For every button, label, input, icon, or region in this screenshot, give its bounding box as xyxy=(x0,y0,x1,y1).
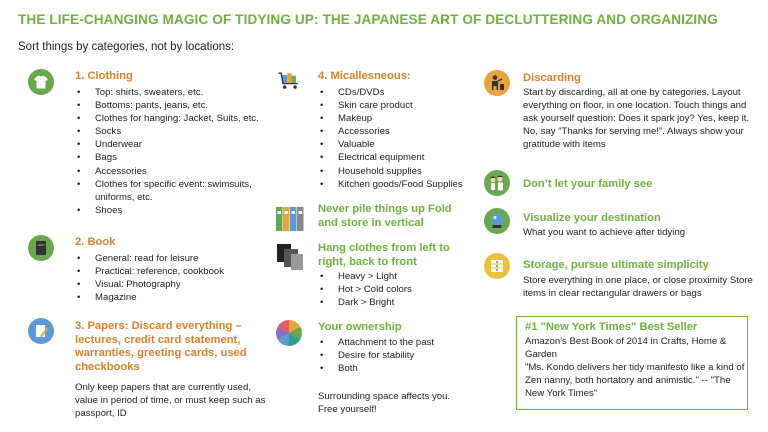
list-item: • Kitchen goods/Food Supplies xyxy=(318,178,518,191)
list-item: • Visual: Photography xyxy=(75,278,275,291)
list-item: • Socks xyxy=(75,125,275,138)
list-item: • Dark > Bright xyxy=(318,296,468,309)
tshirt-icon xyxy=(28,69,54,95)
page-subtitle: Sort things by categories, not by locations: xyxy=(18,41,235,53)
bestseller-quote: "Ms. Kondo delivers her tidy manifesto like a kind of Zen nanny, both hortatory and animistic." -- "The New York Times" xyxy=(525,362,745,400)
visualize-body: What you want to achieve after tidying xyxy=(523,227,686,238)
list-item: • Desire for stability xyxy=(318,349,468,362)
discarding-body: Start by discarding, all at one by categories. Layout everything on floor, in one location. Touch things and ask yourself question: Does it spark joy? Yes, keep it. No, say “Thanks for serving me!”. Always show your gratitude with items xyxy=(523,87,750,151)
ownership-heading: Your ownership xyxy=(318,321,402,333)
ownership-list xyxy=(318,336,468,375)
list-item: • Both xyxy=(318,362,468,375)
color-wheel-icon xyxy=(276,320,302,346)
storage-heading: Storage, pursue ultimate simplicity xyxy=(523,259,709,271)
list-item: • Household supplies xyxy=(318,165,518,178)
bestseller-line: Amazon's Best Book of 2014 in Crafts, Home & Garden xyxy=(525,336,727,361)
list-item: • Magazine xyxy=(75,291,275,304)
list-item: • Skin care product xyxy=(318,99,518,112)
bestseller-heading: #1 "New York Times" Best Seller xyxy=(525,321,698,333)
folders-icon xyxy=(275,203,305,233)
list-item: • Practical: reference, cookbook xyxy=(75,265,275,278)
list-item: • Accessories xyxy=(75,165,275,178)
list-item: • Top: shirts, sweaters, etc. xyxy=(75,86,275,99)
list-item: • Clothes for hanging: Jacket, Suits, etc. xyxy=(75,112,275,125)
discarding-heading: Discarding xyxy=(523,72,581,84)
list-item: • Bottoms: pants, jeans, etc. xyxy=(75,99,275,112)
storage-body: Store everything in one place, or close proximity Store items in clear rectangular drawers or bags xyxy=(523,275,753,300)
list-item: • Hot > Cold colors xyxy=(318,283,468,296)
page-title: THE LIFE-CHANGING MAGIC OF TIDYING UP: THE JAPANESE ART OF DECLUTTERING AND ORGANIZING xyxy=(18,12,718,27)
ownership-body: Surrounding space affects you. Free yourself! xyxy=(318,391,451,416)
drawers-icon xyxy=(484,253,510,279)
papers-heading: 3. Papers: Discard everything – lectures, credit card statement, warranties, greeting cards, used checkbooks xyxy=(75,320,247,373)
list-item: • CDs/DVDs xyxy=(318,86,518,99)
list-item: • Attachment to the past xyxy=(318,336,468,349)
list-item: • Clothes for specific event: swimsuits, uniforms, etc. xyxy=(75,178,255,204)
shopping-cart-icon xyxy=(276,68,306,94)
book-icon xyxy=(28,235,54,261)
list-item: • Electrical equipment xyxy=(318,151,518,164)
list-item: • Heavy > Light xyxy=(318,270,468,283)
clothing-list xyxy=(75,86,275,217)
list-item: • Valuable xyxy=(318,138,518,151)
hang-list xyxy=(318,270,468,309)
family-heading: Don’t let your family see xyxy=(523,178,653,190)
list-item: • Accessories xyxy=(318,125,518,138)
list-item: • General: read for leisure xyxy=(75,252,275,265)
paper-pencil-icon xyxy=(28,318,54,344)
papers-body: Only keep papers that are currently used, value in period of time, or must keep such as passport, ID xyxy=(75,382,266,420)
book-heading: 2. Book xyxy=(75,236,116,248)
hang-heading: Hang clothes from left to right, back to front xyxy=(318,242,450,268)
list-item: • Makeup xyxy=(318,112,518,125)
list-item: • Underwear xyxy=(75,138,275,151)
crystal-ball-icon xyxy=(484,208,510,234)
visualize-heading: Visualize your destination xyxy=(523,212,661,224)
list-item: • Bags xyxy=(75,151,275,164)
misc-heading: 4. Micallesneous: xyxy=(318,70,411,82)
clothing-heading: 1. Clothing xyxy=(75,70,133,82)
book-list xyxy=(75,252,275,304)
list-item: • Shoes xyxy=(75,204,275,217)
pile-heading: Never pile things up Fold and store in vertical xyxy=(318,203,452,229)
family-icon xyxy=(484,170,510,196)
layers-icon xyxy=(275,242,305,272)
person-trash-icon xyxy=(484,70,510,96)
